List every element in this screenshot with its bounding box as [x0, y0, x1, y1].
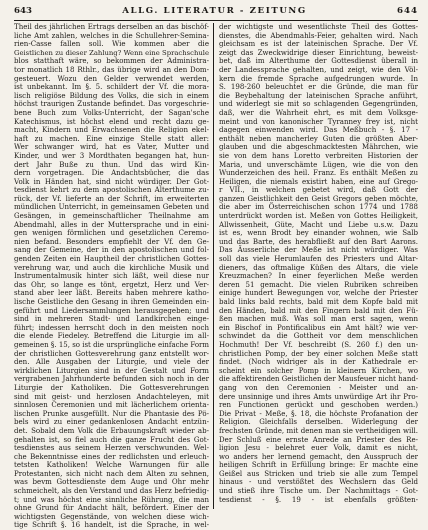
- text-line: che Bekenntnisse eines der redlichsten und erleuch-: [14, 451, 209, 461]
- text-line: dienstes, die Abendmahls-Feier, gehalten wird. Nach: [219, 30, 418, 40]
- text-line: bald links bald rechts, bald mit dem Kopfe bald mit: [219, 297, 418, 306]
- text-line: führt; indessen herrscht doch in den meisten noch: [14, 322, 209, 332]
- text-line: der christlichen Gottesverehrung ganz entstellt wor-: [14, 348, 209, 358]
- text-line: der wichtigste und wesentlichste Theil des Gottes-: [219, 22, 418, 31]
- text-line: sang der Gemeine, der in den apostolischen und fol-: [14, 245, 209, 255]
- text-line: gehalten ist, so fiel auch die ganze Frucht des Got-: [14, 434, 209, 444]
- text-line: meint und von kanonischer Tyranney frey ist, nicht: [219, 116, 418, 126]
- text-line: Der Schluß eine ernste Anrede an Priester des Re-: [219, 434, 418, 444]
- text-line: Maria, und unverschämte Lügen, wie die von den: [219, 159, 418, 169]
- text-line: Abendmahl, alles in der Muttersprache und in eini-: [14, 219, 209, 229]
- text-line: nien befand. Besonders empfiehlt der Vf. den Ge-: [14, 236, 209, 246]
- text-line: gesteuert. Wozu den Gelder verwendet werden,: [14, 73, 209, 83]
- text-line: und das Barte, des herabfließt auf den Bart Aarons.: [219, 236, 418, 246]
- text-line: Katechismus, ist höchst elend und recht dazu ge-: [14, 116, 209, 126]
- text-line: schmeichelt, als den Verstand und das Herz befriedig-: [14, 486, 209, 496]
- text-line: ist es, wenn Brodt bey einander wohnen, wie Salb: [219, 228, 418, 238]
- text-line: Theil des jährlichen Ertrags derselben an das bischöf-: [14, 22, 209, 31]
- text-line: Instrumentalmusik hinter sich läßt, weil diese nur: [14, 271, 209, 281]
- text-line: stand aber leer läßt. Bereits haben mehrere katho-: [14, 288, 209, 298]
- text-line: mündlichen Unterricht, in gemeinsamen Gebeten und: [14, 202, 209, 212]
- text-line: wo anders her lernend gemacht, den Ausspruch der: [219, 451, 418, 461]
- text-columns: [14, 22, 419, 530]
- text-line: unterdrückt worden ist. Meßen von Gottes Heiligkeit,: [219, 211, 418, 221]
- text-line: genden Zeiten ein Hauptheil der christlichen Gottes-: [14, 254, 209, 264]
- text-line: bels wird zu einer gedankenlosen Andacht entzün-: [14, 417, 209, 427]
- text-line: rück, der Vf. lieferte an der Schrift, im erweiterten: [14, 193, 209, 203]
- text-line: enthält neben mancherley Guten die größten Aber-: [219, 133, 418, 143]
- text-line: bet, daß im Alterthume der Gottesdienst überall in: [219, 56, 418, 66]
- text-line: Wunderzeichen des heil. Franz. Es enthält Meßen zu: [219, 168, 418, 178]
- text-line: ein Bischof in Pontificalibus ein Amt hält? wie ver-: [219, 322, 418, 332]
- text-line: geführt und Liedersammlungen herausgegeben; und: [14, 305, 209, 315]
- text-line: der Landessprache gehalten, und zeigt, wie den Völ-: [219, 64, 418, 74]
- text-line: ren Functionen gerückt und geschoben werden.): [219, 400, 418, 410]
- text-line: Wer schwanger wird, hat es Vater, Mutter und: [14, 142, 209, 152]
- text-line: höchst traurigen Zustande befindet. Das vorgeschrie-: [14, 99, 209, 109]
- text-line: Kreuzmachen? In einer feyerlichen Meße werden: [219, 271, 418, 281]
- text-line: vergrabenen Jahrhunderte befunden sich noch in der: [14, 374, 209, 384]
- text-line: dert Jahr Buße zu thun. Und das wird Kin-: [14, 159, 209, 169]
- text-line: ohne Grund für Andacht hält, befördert. Einer der: [14, 503, 209, 513]
- text-line: gleichsam es ist der lateinischen Sprache. Der Vf.: [219, 39, 418, 49]
- text-line: frechsten Gründe, mit denen man sie vertheidigen will.: [219, 425, 418, 435]
- text-line: deren 51 gemacht. Die vielen Rubriken schreiben: [219, 279, 418, 289]
- text-line: ßen machen muß. Was soll man erst sagen, wenn: [219, 314, 418, 324]
- text-line: die aber im Österreichischen schon 1774 und 1788: [219, 202, 418, 212]
- text-line: S. 198-260 beleuchtet er die Gründe, die man für: [219, 82, 418, 92]
- text-line: und widerlegt sie mit so schlagenden Gegengründen,: [219, 99, 418, 109]
- text-line: macht, Kindern und Erwachsenen die Religion ekel-: [14, 125, 209, 135]
- text-line: tor monatlich 18 Rthlr., das übrige wird an den Dom-: [14, 64, 209, 74]
- column-number: 644: [397, 6, 418, 16]
- text-line: wirklichen Liturgien sind in der Gestalt und Form: [14, 365, 209, 375]
- text-line: Geistlichen zu dieser Zahlung? Wenn eine Sprachschule: [14, 48, 209, 57]
- text-line: Hochmuth! Der Vf. beschreibt (S. 260 f.) den un-: [219, 339, 418, 349]
- text-line: blos statthaft wäre, so bekommen der Administra-: [14, 56, 209, 66]
- text-line: sind in mehreren Stadt- und Landkirchen einge-: [14, 314, 209, 324]
- text-line: Gesängen, in gemeinschaftlicher Theilnahme am: [14, 211, 209, 221]
- text-line: gen wenigen förmlichen und gesetzlichen Ceremo-: [14, 228, 209, 238]
- text-line: den. Alle Ausgaben der Liturgie, und viele der: [14, 357, 209, 367]
- text-line: lische Geistliche den Gesang in ihren Gemeinden ein-: [14, 297, 209, 306]
- text-line: dieners, das oftmalige Küßen des Altars, die viele: [219, 262, 418, 272]
- text-line: daß, wer die Wahrheit ehrt, es mit dem Volksge-: [219, 107, 418, 117]
- text-line: bene Buch zum Volks-Unterricht, der Sagan'sche: [14, 107, 209, 117]
- text-line: gemeinen §. 15, so ist die ursprüngliche einfache Form: [14, 340, 209, 349]
- text-line: schwindet da die Gottheit vor dem menschlichen: [219, 331, 418, 341]
- text-line: christlichen Pomp, der bey einer solchen Meße statt: [219, 348, 418, 358]
- text-line: Religion. Gleichfalls derselben. Widerlegung der: [219, 417, 418, 427]
- text-line: tesdienst - §. 19 - ist ebenfalls größten-: [219, 494, 418, 504]
- text-line: Allwissenheit, Güte, Macht und Liebe u.s.w. Dazu: [219, 219, 418, 229]
- text-line: kern die fremde Sprache aufgedrungen wurde. In: [219, 73, 418, 83]
- text-line: tetsten Katholiken! Welche Warnungen für alle: [14, 460, 209, 470]
- text-line: und stieß ihre Tische um. Der Nachmittags - Got-: [219, 486, 418, 496]
- page-number: 643: [14, 6, 32, 16]
- text-line: soll das viele Herumlaufen des Priesters und Altar-: [219, 254, 418, 264]
- text-line: lischen Prunke ausgefüllt. Nur die Phantasie des Pö-: [14, 408, 209, 418]
- text-line: verehrung war, und auch die kirchliche Musik und: [14, 262, 209, 272]
- text-line: findet. (Noch widriger als in der Kathedrale er-: [219, 357, 418, 367]
- text-line: sie von dem hans Loretto verbreiten Historien der: [219, 150, 418, 160]
- text-line: r VII., in welchen gebetet wird, daß Gott der: [219, 185, 418, 195]
- text-line: Kinder, und wer 3 Mordthaten begangen hat, hun-: [14, 150, 209, 160]
- text-line: Volk in Händen hat, sind nicht würdiger. Der Got-: [14, 176, 209, 186]
- text-line: gang von den Ceremonien - Meister und an-: [219, 382, 418, 392]
- right-column: [214, 23, 418, 509]
- text-line: Liturgie der Katholiken. Die Gottesverehrungen: [14, 382, 209, 392]
- text-line: die affektirenden Geistlichen der Mausfeuer nicht hand-: [219, 375, 419, 384]
- text-line: Protestanten, sich nicht nach dem Alten zu sehnen,: [14, 468, 209, 478]
- text-line: die Beybehaltung der lateinischen Sprache anführt,: [219, 90, 418, 100]
- text-line: zeigt das Zweckwidrige dieser Einrichtung, beweist-: [219, 47, 418, 57]
- text-line: liche Amt zahlen, welches in die Schullehrer-Semina-: [14, 30, 209, 40]
- text-line: die elende Fiedeley. Betreffend die Liturgie im all-: [14, 331, 209, 341]
- text-line: scheint ein solcher Pomp in kleinern Kirchen, wo: [219, 365, 418, 375]
- text-line: Geißel aus Stricken und trieb sie alle zum Tempel: [219, 468, 418, 478]
- text-line: heiligen Schrift in Erfüllung bringe: Er machte eine: [219, 460, 418, 470]
- text-line: ist unbekannt. Im §. 5. schildert der Vf. die mora-: [14, 82, 209, 92]
- journal-title: ALLG. LITERATUR - ZEITUNG: [122, 6, 307, 16]
- text-line: sind mit geist- und herzlosen Andachteleyen, mit: [14, 391, 209, 401]
- text-line: tige Schrift §. 16 handelt, ist die Sprache, in wel-: [14, 520, 209, 530]
- text-line: hinaus - und verstößtet des Wechslern das Geld: [219, 477, 418, 487]
- text-line: einige hundert Bewegungen vor, welche der Priester: [219, 288, 418, 298]
- page-header: [14, 6, 418, 21]
- text-line: dagegen einwenden wird. Das Meßbuch - §. 17 -: [219, 125, 418, 135]
- text-line: t; und was höchst eine sinnliche Rührung, die man: [14, 494, 209, 504]
- text-line: was bevm Gottesdienste dem Auge und Ohr mehr: [14, 477, 209, 487]
- text-line: ganzen Geistlichkeit den Geist Gregors geben möchte,: [219, 193, 418, 203]
- text-line: wichtigsten Gegenstände, von welchen diese wich-: [14, 511, 209, 521]
- text-line: Die Privat - Meße, §. 18, die höchste Profanation der: [219, 408, 418, 418]
- text-line: den Händen, bald mit den Fingern bald mit den Fü-: [219, 305, 418, 315]
- text-line: det. Sobald dem Volk die Erbauungskraft wieder ab-: [14, 425, 209, 435]
- text-line: tesdienst kehrt zu dem apostolischen Alterthume zu-: [14, 185, 209, 195]
- text-line: glauben und die abgeschmacktesten Mährchen, wie: [219, 142, 418, 152]
- text-line: ligion Jesu - belehret euer Volk, damit es nicht,: [219, 443, 418, 453]
- text-line: dere unsinnige und ihres Amts unwürdige Art ihr Pro-: [219, 391, 418, 401]
- text-line: rien-Casse fallen soll. Wie kommen aber die: [14, 39, 209, 49]
- text-line: lisch religiöse Bildung des Volks, die sich in einem: [14, 90, 209, 100]
- text-line: Das Äusserliche der Meße ist nicht würdiger. Was: [219, 245, 418, 255]
- text-line: Heiligen, die niemals existirt haben, eine auf Grego-: [219, 176, 418, 186]
- text-line: dern vorgetragen. Die Andachtsbücher, die das: [14, 168, 209, 178]
- left-column: [14, 22, 214, 530]
- text-line: sinnlosen Ceremonien und mit lächerlichem orienta-: [14, 400, 209, 410]
- text-line: haft zu machen. Eine einzige Stelle statt aller:: [14, 133, 209, 143]
- text-line: das Ohr, so lange es tönt, ergetzt, Herz und Ver-: [14, 279, 209, 289]
- text-line: tesdienstes aus seinem Herzen verschwunden. Wel-: [14, 443, 209, 453]
